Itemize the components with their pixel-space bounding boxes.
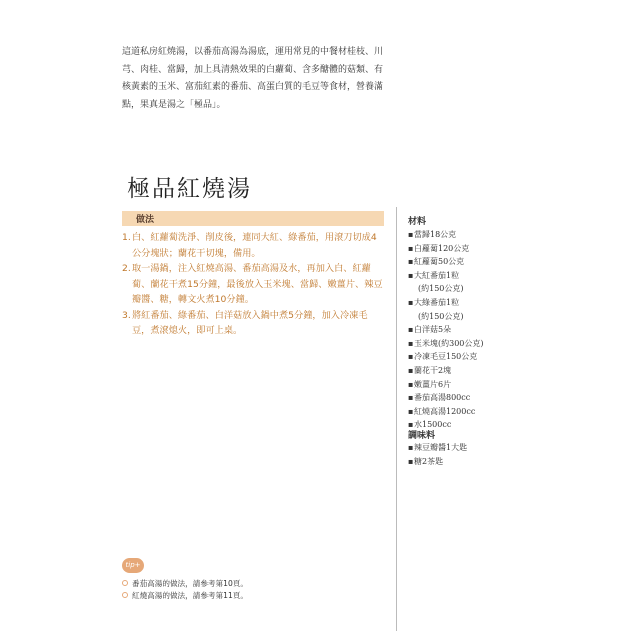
ingredient-item [408, 255, 518, 269]
method-step [122, 230, 384, 261]
ingredients-list [408, 228, 518, 432]
ingredient-text: 冷凍毛豆150公克 [414, 352, 478, 362]
step-text: 取一湯鍋，注入紅燒高湯、番茄高湯及水，再加入白、紅蘿蔔、蘭花干煮15分鐘，最後放入玉米塊、當歸、嫩薑片、辣豆瓣醬、糖，轉文火煮10分鐘。 [132, 263, 383, 305]
bullet-icon: ▪ [408, 257, 414, 267]
ingredient-item [408, 323, 518, 337]
column-divider [396, 207, 397, 631]
ingredient-text: 當歸18公克 [414, 230, 457, 239]
ingredient-item [408, 364, 518, 378]
method-steps [122, 230, 384, 339]
step-text: 將紅番茄、綠番茄、白洋菇放入鍋中煮5分鐘，加入冷凍毛豆，煮滾熄火，即可上桌。 [132, 309, 368, 336]
ingredients-heading: 材料 [408, 217, 427, 227]
ingredient-item-note [408, 310, 518, 324]
seasoning-list [408, 441, 518, 468]
ingredient-item-note [408, 282, 518, 296]
bullet-icon: ▪ [408, 365, 414, 375]
ingredient-text: 番茄高湯800cc [414, 393, 471, 403]
seasoning-text: 辣豆瓣醬1大匙 [414, 443, 468, 452]
tip-list [122, 578, 248, 601]
ingredient-text: 白洋菇5朵 [414, 325, 452, 335]
method-step [122, 308, 384, 339]
circle-bullet-icon [122, 580, 128, 586]
ingredient-text: 蘭花干2塊 [414, 365, 452, 375]
bullet-icon: ▪ [408, 325, 414, 335]
tip-item [122, 578, 248, 590]
bullet-icon: ▪ [408, 420, 414, 430]
bullet-icon: ▪ [408, 230, 414, 239]
ingredient-text: (約150公克) [418, 311, 464, 321]
tip-badge: tip+ [122, 558, 144, 573]
seasoning-heading: 調味料 [408, 431, 436, 441]
tip-text: 紅燒高湯的做法，請參考第11頁。 [132, 590, 248, 600]
method-header-label: 做法 [136, 215, 155, 225]
ingredient-text: 玉米塊(約300公克) [414, 338, 484, 348]
bullet-icon: ▪ [408, 379, 414, 389]
ingredient-text: 白蘿蔔120公克 [414, 243, 470, 253]
bullet-icon: ▪ [408, 270, 414, 280]
seasoning-item [408, 455, 518, 469]
bullet-icon: ▪ [408, 406, 414, 416]
ingredient-text: (約150公克) [418, 284, 464, 294]
method-header-bar [122, 211, 384, 226]
ingredient-item [408, 228, 518, 242]
bullet-icon: ▪ [408, 456, 414, 466]
ingredient-item [408, 269, 518, 283]
ingredient-item [408, 337, 518, 351]
ingredient-text: 大紅番茄1粒 [414, 270, 460, 280]
recipe-title: 極品紅燒湯 [127, 176, 252, 202]
bullet-icon: ▪ [408, 393, 414, 403]
circle-bullet-icon [122, 592, 128, 598]
method-step [122, 261, 384, 308]
tip-text: 番茄高湯的做法，請參考第10頁。 [132, 579, 248, 588]
seasoning-item [408, 441, 518, 455]
ingredient-item [408, 350, 518, 364]
bullet-icon: ▪ [408, 338, 414, 348]
bullet-icon: ▪ [408, 352, 414, 362]
tip-item [122, 590, 248, 602]
ingredient-text: 紅燒高湯1200cc [414, 406, 476, 416]
seasoning-text: 糖2茶匙 [414, 456, 444, 466]
ingredient-item [408, 405, 518, 419]
bullet-icon: ▪ [408, 297, 414, 307]
ingredient-text: 紅蘿蔔50公克 [414, 257, 465, 267]
intro-paragraph: 這道私房紅燒湯，以番茄高湯為湯底，運用常見的中餐材桂枝、川芎、肉桂、當歸，加上具清熱效果的白蘿蔔、含多醣體的菇類、有核黃素的玉米、富茄紅素的番茄、高蛋白質的毛豆等食材，營養滿點，果真是湯之「極品」。 [122, 47, 384, 110]
ingredient-item [408, 242, 518, 256]
step-number: 1. [122, 232, 131, 243]
step-number: 2. [122, 263, 131, 274]
ingredient-item [408, 378, 518, 392]
bullet-icon: ▪ [408, 443, 414, 452]
ingredient-text: 大綠番茄1粒 [414, 297, 460, 307]
bullet-icon: ▪ [408, 243, 414, 253]
ingredient-item [408, 391, 518, 405]
step-text: 白、紅蘿蔔洗淨、削皮後，連同大紅、綠番茄，用滾刀切成4公分塊狀；蘭花干切塊，備用。 [132, 232, 377, 259]
ingredient-item [408, 296, 518, 310]
ingredient-text: 水1500cc [414, 420, 452, 430]
step-number: 3. [122, 309, 131, 321]
ingredient-text: 嫩薑片6片 [414, 379, 452, 389]
